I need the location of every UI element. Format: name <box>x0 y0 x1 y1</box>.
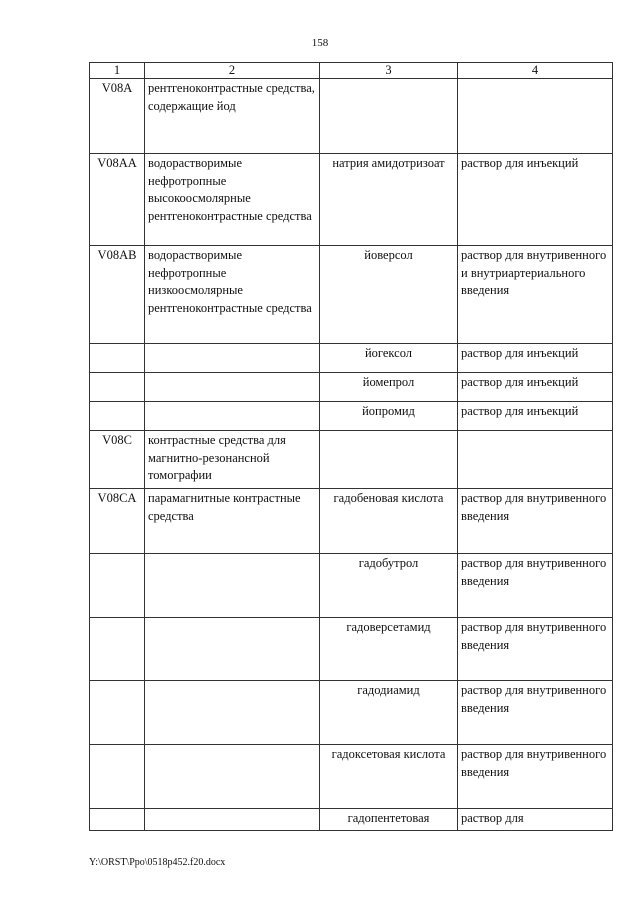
code-cell <box>90 373 145 402</box>
drug-cell: йомепрол <box>320 373 458 402</box>
table-row <box>90 373 613 402</box>
group-cell <box>145 344 320 373</box>
table-row <box>90 402 613 431</box>
group-cell: водорастворимые нефротропные низкоосмолярные рентгеноконтрастные средства <box>145 246 320 344</box>
form-cell: раствор для внутривенного введения <box>458 618 613 681</box>
table-row <box>90 154 613 246</box>
drug-cell: йопромид <box>320 402 458 431</box>
drug-cell: йоверсол <box>320 246 458 344</box>
form-cell: раствор для внутривенного введения <box>458 489 613 554</box>
code-cell: V08AB <box>90 246 145 344</box>
header-cell: 2 <box>145 63 320 79</box>
drug-cell: гадобутрол <box>320 554 458 618</box>
table-row <box>90 431 613 489</box>
table-row <box>90 79 613 154</box>
code-cell: V08A <box>90 79 145 154</box>
form-cell: раствор для инъекций <box>458 373 613 402</box>
header-cell: 1 <box>90 63 145 79</box>
form-cell: раствор для инъекций <box>458 402 613 431</box>
group-cell <box>145 618 320 681</box>
group-cell: парамагнитные контрастные средства <box>145 489 320 554</box>
drug-cell <box>320 79 458 154</box>
form-cell: раствор для внутривенного введения <box>458 554 613 618</box>
code-cell <box>90 745 145 809</box>
drug-cell: гадоверсетамид <box>320 618 458 681</box>
form-cell: раствор для инъекций <box>458 344 613 373</box>
table-row <box>90 554 613 618</box>
form-cell <box>458 431 613 489</box>
header-cell: 3 <box>320 63 458 79</box>
group-cell <box>145 373 320 402</box>
code-cell: V08C <box>90 431 145 489</box>
table-row <box>90 745 613 809</box>
form-cell: раствор для внутривенного и внутриартериального введения <box>458 246 613 344</box>
form-cell: раствор для внутривенного введения <box>458 745 613 809</box>
code-cell <box>90 618 145 681</box>
code-cell: V08CA <box>90 489 145 554</box>
table-header-row <box>90 63 613 79</box>
code-cell <box>90 554 145 618</box>
form-cell: раствор для инъекций <box>458 154 613 246</box>
code-cell <box>90 402 145 431</box>
drug-cell: гадобеновая кислота <box>320 489 458 554</box>
group-cell <box>145 681 320 745</box>
group-cell <box>145 809 320 831</box>
group-cell: контрастные средства для магнитно-резонансной томографии <box>145 431 320 489</box>
table-row <box>90 618 613 681</box>
drug-cell: натрия амидотризоат <box>320 154 458 246</box>
group-cell: рентгеноконтрастные средства, содержащие йод <box>145 79 320 154</box>
group-cell: водорастворимые нефротропные высокоосмолярные рентгеноконтрастные средства <box>145 154 320 246</box>
drug-cell: йогексол <box>320 344 458 373</box>
page-number: 158 <box>311 37 329 49</box>
drug-cell: гадопентетовая <box>320 809 458 831</box>
file-path-footer: Y:\ORST\Ppo\0518p452.f20.docx <box>89 857 226 868</box>
table-row <box>90 489 613 554</box>
drug-cell <box>320 431 458 489</box>
code-cell <box>90 681 145 745</box>
drug-cell: гадоксетовая кислота <box>320 745 458 809</box>
header-cell: 4 <box>458 63 613 79</box>
table-row <box>90 681 613 745</box>
code-cell <box>90 809 145 831</box>
group-cell <box>145 402 320 431</box>
table-row <box>90 344 613 373</box>
group-cell <box>145 745 320 809</box>
table-row <box>90 246 613 344</box>
table-row <box>90 809 613 831</box>
code-cell: V08AA <box>90 154 145 246</box>
drug-cell: гадодиамид <box>320 681 458 745</box>
form-cell <box>458 79 613 154</box>
form-cell: раствор для внутривенного введения <box>458 681 613 745</box>
code-cell <box>90 344 145 373</box>
form-cell: раствор для <box>458 809 613 831</box>
group-cell <box>145 554 320 618</box>
drug-table <box>89 62 613 831</box>
